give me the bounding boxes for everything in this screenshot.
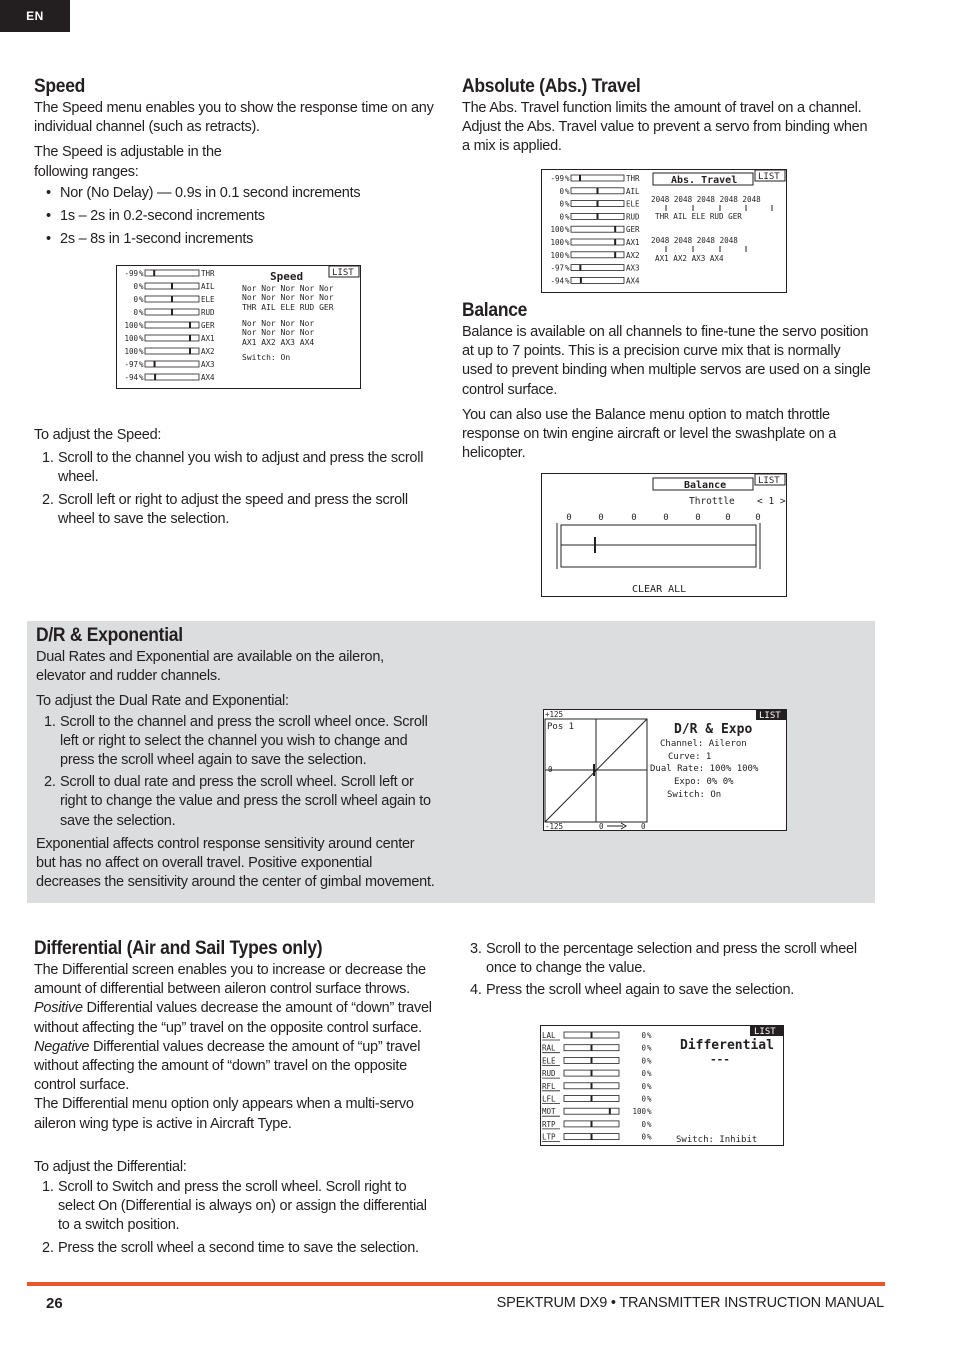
channel-label: LTP <box>542 1132 556 1142</box>
percent-sign: % <box>565 238 570 247</box>
balance-point-value: 0 <box>663 513 669 523</box>
channel-label: AIL <box>626 186 640 196</box>
language-tab: EN <box>0 0 70 32</box>
list-button: LIST <box>758 476 780 486</box>
percent-sign: % <box>139 269 144 278</box>
percent-sign: % <box>139 334 144 343</box>
channel-value: 100 <box>550 238 564 247</box>
channel-bar <box>145 270 199 276</box>
balance-p2: You can also use the Balance menu option to match throttle response on twin engine aircraft or level the swashplate on a helicopter. <box>462 406 837 462</box>
channel-label: AX3 <box>201 360 215 369</box>
percent-sign: % <box>565 212 570 222</box>
differential-screen-title: Differential <box>680 1038 774 1053</box>
channel-value: 0 <box>641 1031 646 1040</box>
channel-bar-group <box>550 174 640 285</box>
balance-point-value: 0 <box>631 513 637 523</box>
dr-pos-label: Pos 1 <box>547 722 575 732</box>
dr-expo-screen <box>543 709 788 831</box>
channel-label: AX4 <box>201 373 215 382</box>
channel-label: ELE <box>201 295 215 304</box>
speed-range-item: • 2s – 8s in 1-second increments <box>34 230 434 249</box>
differential-dash: --- <box>710 1053 730 1066</box>
clear-all-button: CLEAR ALL <box>632 584 687 595</box>
list-button: LIST <box>758 172 780 182</box>
channel-value: 100 <box>632 1107 646 1117</box>
speed-screen-title: Speed <box>270 270 304 283</box>
channel-value: 0 <box>133 282 138 291</box>
channel-label: RFL <box>542 1081 556 1091</box>
percent-sign: % <box>647 1031 652 1040</box>
differential-adjust-title: To adjust the Differential: <box>34 1158 187 1175</box>
speed-ranges-line1: The Speed is adjustable in the <box>34 144 222 161</box>
percent-sign: % <box>139 347 144 356</box>
channel-label: THR <box>626 174 640 183</box>
abs-row-1: 2048 2048 2048 2048 2048 <box>651 195 761 204</box>
dr-screen-title: D/R & Expo <box>674 722 753 737</box>
differential-heading: Differential (Air and Sail Types only) <box>34 938 323 959</box>
dr-adjust-title: To adjust the Dual Rate and Exponential: <box>36 693 289 710</box>
channel-label: THR <box>201 269 215 278</box>
percent-sign: % <box>139 321 144 330</box>
abs-travel-screen <box>541 169 788 294</box>
channel-label: AX4 <box>626 276 640 286</box>
channel-label: RUD <box>542 1069 556 1079</box>
channel-label: ELE <box>542 1056 556 1066</box>
percent-sign: % <box>647 1119 652 1129</box>
percent-sign: % <box>647 1056 652 1066</box>
speed-adjust-title: To adjust the Speed: <box>34 427 162 443</box>
differential-switch: Switch: Inhibit <box>676 1135 758 1145</box>
dr-step: 2. Scroll to dual rate and press the scroll wheel. Scroll left or right to change the value and press the scroll wheel again to save the selection. <box>44 774 431 829</box>
channel-label: RTP <box>542 1119 556 1129</box>
dr-dual-rate: Dual Rate: 100% 100% <box>650 764 759 774</box>
channel-value: -94 <box>550 276 564 286</box>
channel-value: 0 <box>641 1094 646 1104</box>
percent-sign: % <box>139 282 144 291</box>
channel-value: 0 <box>559 186 564 196</box>
balance-point-value: 0 <box>598 513 604 523</box>
percent-sign: % <box>565 199 570 209</box>
dr-expo-note: Exponential affects control response sensitivity around center but has no affect on overall travel. Positive exponential decreases the sensitivity around the center of gimbal movement. <box>36 835 435 891</box>
dr-curve: Curve: 1 <box>668 752 712 762</box>
balance-p1: Balance is available on all channels to fine-tune the servo position at up to 7 points. This is a precision curve mix that is normally used to prevent binding when multiple servos are used on a single control surface. <box>462 324 871 398</box>
list-button: LIST <box>759 711 781 721</box>
channel-value: 0 <box>559 199 564 209</box>
channel-value: -99 <box>550 174 564 183</box>
percent-sign: % <box>647 1094 652 1104</box>
channel-label: ELE <box>626 199 640 209</box>
channel-value: 0 <box>641 1081 646 1091</box>
percent-sign: % <box>565 263 570 273</box>
channel-label: LFL <box>542 1094 556 1104</box>
speed-section <box>34 76 434 253</box>
channel-value: 0 <box>641 1069 646 1079</box>
channel-label: RUD <box>201 308 215 317</box>
speed-switch: Switch: On <box>242 353 291 362</box>
footer-rule <box>27 1282 885 1286</box>
dr-zero-label: 0 <box>548 765 553 774</box>
balance-section <box>462 300 872 469</box>
abs-travel-intro: The Abs. Travel function limits the amount of travel on a channel. Adjust the Abs. Travel value to prevent a servo from binding when a mix is applied. <box>462 100 868 155</box>
differential-screen <box>540 1025 785 1147</box>
percent-sign: % <box>647 1107 652 1117</box>
channel-value: 100 <box>124 334 138 343</box>
channel-label: AX2 <box>626 250 640 260</box>
speed-step: 1. Scroll to the channel you wish to adjust and press the scroll wheel. <box>42 450 424 486</box>
dr-bottom-label: -125 <box>545 822 564 831</box>
channel-value: 100 <box>550 250 564 260</box>
differential-steps-continued <box>462 940 872 1004</box>
balance-heading: Balance <box>462 300 528 321</box>
abs-screen-title: Abs. Travel <box>671 175 738 186</box>
speed-range-item: • 1s – 2s in 0.2-second increments <box>34 207 434 226</box>
speed-row-4: Nor Nor Nor Nor <box>242 319 315 328</box>
channel-bar <box>571 175 624 181</box>
percent-sign: % <box>565 186 570 196</box>
dr-channel: Channel: Aileron <box>660 739 747 749</box>
channel-value: 0 <box>133 295 138 304</box>
differential-section <box>34 938 442 1261</box>
abs-row-2: THR AIL ELE RUD GER <box>655 212 742 221</box>
balance-channel: Throttle <box>689 496 735 507</box>
channel-value: 100 <box>550 225 564 235</box>
channel-label: RAL <box>542 1043 556 1053</box>
percent-sign: % <box>139 373 144 382</box>
speed-row-1: Nor Nor Nor Nor Nor <box>242 284 334 293</box>
channel-value: -99 <box>124 269 138 278</box>
speed-row-6: AX1 AX2 AX3 AX4 <box>242 338 315 347</box>
channel-label: MOT <box>542 1107 556 1117</box>
channel-value: 0 <box>641 1119 646 1129</box>
channel-bar <box>571 265 624 271</box>
channel-label: LAL <box>542 1031 556 1040</box>
dr-step: 1. Scroll to the channel and press the scroll wheel once. Scroll left or right to select the channel you wish to change and press the scroll wheel again to save the selection. <box>44 713 428 769</box>
channel-label: AIL <box>201 282 215 291</box>
balance-point-value: 0 <box>566 513 572 523</box>
dr-bottom-value: 0 <box>641 822 646 831</box>
manual-title: SPEKTRUM DX9 • TRANSMITTER INSTRUCTION MANUAL <box>496 1295 884 1311</box>
channel-bar <box>145 374 199 380</box>
percent-sign: % <box>139 308 144 317</box>
speed-row-5: Nor Nor Nor Nor <box>242 328 315 337</box>
abs-row-4: AX1 AX2 AX3 AX4 <box>655 254 724 263</box>
differential-step: 2. Press the scroll wheel a second time to save the selection. <box>42 1239 419 1256</box>
percent-sign: % <box>647 1081 652 1091</box>
speed-ranges-line2: following ranges: <box>34 163 139 180</box>
channel-bar <box>145 361 199 367</box>
channel-value: 0 <box>641 1043 646 1053</box>
dr-top-label: +125 <box>545 710 564 719</box>
percent-sign: % <box>565 250 570 260</box>
balance-screen <box>541 473 788 597</box>
balance-point-value: 0 <box>755 513 761 523</box>
dr-switch: Switch: On <box>667 790 722 800</box>
channel-label: AX1 <box>201 334 215 343</box>
channel-value: 0 <box>559 212 564 222</box>
channel-value: -97 <box>124 360 138 369</box>
dr-expo-intro: Dual Rates and Exponential are available on the aileron, elevator and rudder channels. <box>36 649 384 685</box>
channel-value: 0 <box>641 1056 646 1066</box>
channel-value: 0 <box>641 1132 646 1142</box>
abs-travel-section <box>462 76 872 163</box>
differential-step: 3. Scroll to the percentage selection and press the scroll wheel once to change the value. <box>470 941 857 977</box>
percent-sign: % <box>565 276 570 286</box>
dr-expo: Expo: 0% 0% <box>674 777 734 787</box>
channel-value: 0 <box>133 308 138 317</box>
balance-point-value: 0 <box>695 513 701 523</box>
channel-label: AX1 <box>626 238 640 247</box>
speed-row-2: Nor Nor Nor Nor Nor <box>242 293 334 302</box>
dr-steps <box>36 713 436 831</box>
percent-sign: % <box>139 295 144 304</box>
differential-description: The Differential screen enables you to increase or decrease the amount of differential between aileron control surface throws. Positive Differential values decrease the amount of “down” travel without affecting the “up” travel on the opposite control surface. Negative Differential values decrease the amount of “up” travel without affecting the amount of “down” travel on the opposite control surface. <box>34 962 432 1094</box>
speed-range-item: • Nor (No Delay) — 0.9s in 0.1 second increments <box>34 184 434 203</box>
channel-label: AX3 <box>626 263 640 273</box>
channel-label: AX2 <box>201 347 215 356</box>
percent-sign: % <box>139 360 144 369</box>
channel-label: GER <box>201 321 215 330</box>
abs-travel-heading: Absolute (Abs.) Travel <box>462 76 641 97</box>
speed-range-list <box>34 184 434 250</box>
channel-bar-group <box>124 269 215 382</box>
channel-bar <box>571 277 624 283</box>
percent-sign: % <box>647 1069 652 1079</box>
speed-steps <box>34 449 434 529</box>
balance-point-value: 0 <box>725 513 731 523</box>
percent-sign: % <box>647 1043 652 1053</box>
channel-value: -94 <box>124 373 138 382</box>
channel-value: 100 <box>124 347 138 356</box>
channel-value: 100 <box>124 321 138 330</box>
speed-adjust <box>34 426 434 532</box>
speed-heading: Speed <box>34 76 86 97</box>
percent-sign: % <box>565 174 570 183</box>
channel-label: RUD <box>626 212 640 222</box>
balance-index: < 1 > <box>757 496 786 507</box>
speed-screen <box>116 265 362 389</box>
channel-label: GER <box>626 225 640 235</box>
page-number: 26 <box>46 1295 63 1312</box>
differential-step: 1. Scroll to Switch and press the scroll wheel. Scroll right to select On (Differential is always on) or assign the differential to a switch position. <box>42 1179 427 1234</box>
percent-sign: % <box>565 225 570 235</box>
list-button: LIST <box>754 1027 776 1037</box>
dr-bottom-zero: 0 <box>599 822 604 831</box>
percent-sign: % <box>647 1132 652 1142</box>
speed-step: 2. Scroll left or right to adjust the speed and press the scroll wheel to save the selection. <box>42 491 408 527</box>
speed-intro: The Speed menu enables you to show the response time on any individual channel (such as retracts). <box>34 100 434 136</box>
balance-screen-title: Balance <box>684 480 727 491</box>
dr-expo-heading: D/R & Exponential <box>36 625 183 646</box>
list-button: LIST <box>332 268 354 278</box>
speed-row-3: THR AIL ELE RUD GER <box>242 303 334 312</box>
differential-steps <box>34 1178 442 1258</box>
differential-step: 4. Press the scroll wheel again to save the selection. <box>470 982 795 999</box>
dr-expo-section <box>36 625 436 898</box>
channel-value: -97 <box>550 263 564 273</box>
differential-note: The Differential menu option only appears when a multi-servo aileron wing type is active in Aircraft Type. <box>34 1096 414 1132</box>
abs-row-3: 2048 2048 2048 2048 <box>651 236 738 245</box>
